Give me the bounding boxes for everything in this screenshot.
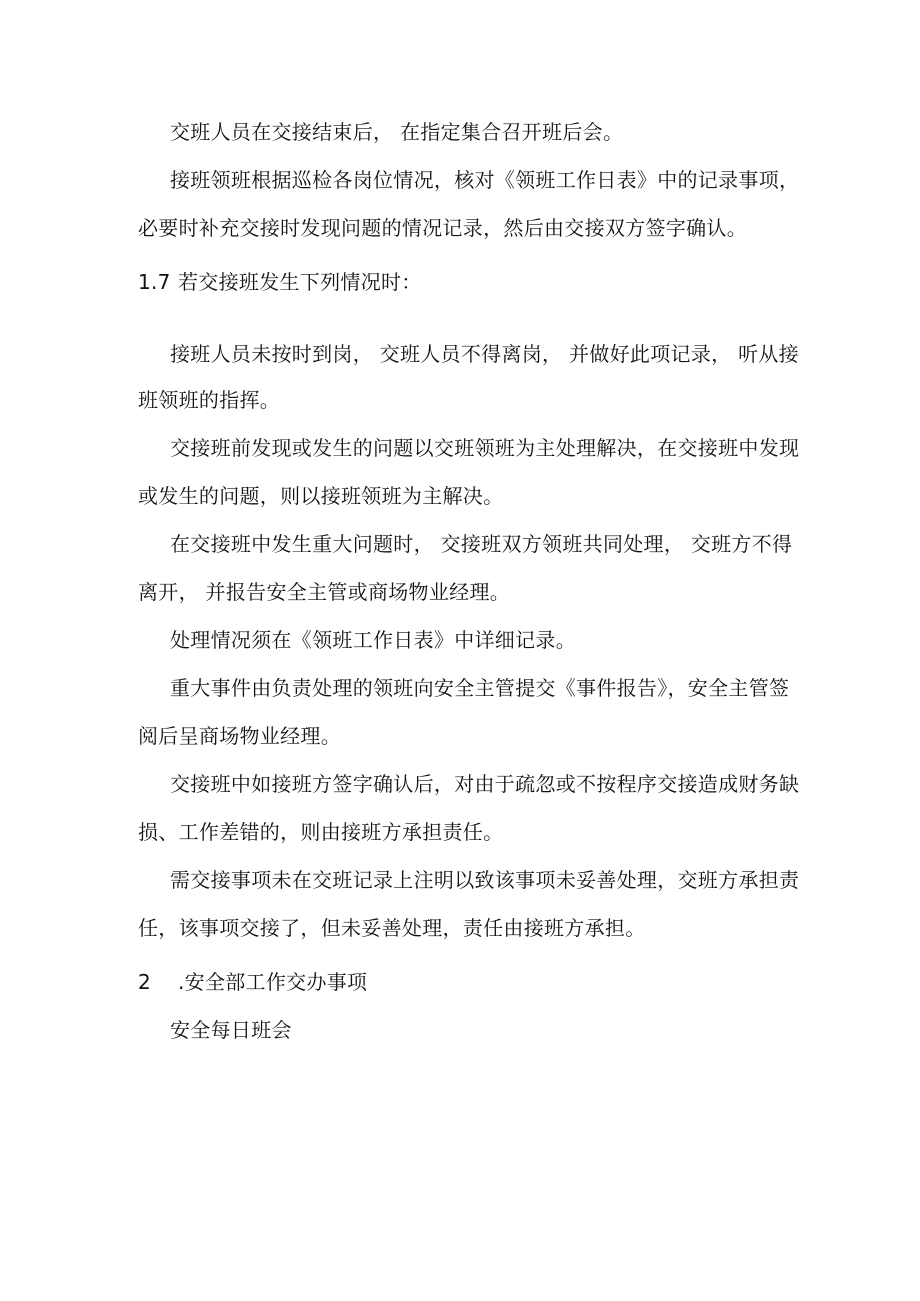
paragraph-late-arrival-line2: 班领班的指挥。 — [138, 388, 281, 412]
paragraph-major-issue-line2: 离开， 并报告安全主管或商场物业经理。 — [138, 580, 511, 604]
paragraph-shift-meeting: 交班人员在交接结束后， 在指定集合召开班后会。 — [170, 120, 624, 144]
paragraph-responsibility-line2: 损、工作差错的，则由接班方承担责任。 — [138, 820, 504, 844]
paragraph-incident-report-line1: 重大事件由负责处理的领班向安全主管提交《事件报告》，安全主管签 — [170, 676, 790, 700]
paragraph-problem-handling-line1: 交接班前发现或发生的问题以交班领班为主处理解决，在交接班中发现 — [170, 436, 800, 460]
section-number: 2 — [138, 970, 152, 994]
paragraph-check-records-line2: 必要时补充交接时发现问题的情况记录，然后由交接双方签字确认。 — [138, 216, 747, 240]
section-heading-1-7 — [138, 268, 422, 296]
section-title: .安全部工作交办事项 — [178, 970, 368, 994]
paragraph-unhandled-items-line1: 需交接事项未在交班记录上注明以致该事项未妥善处理，交班方承担责 — [170, 868, 800, 892]
paragraph-unhandled-items-line2: 任，该事项交接了，但未妥善处理，责任由接班方承担。 — [138, 916, 646, 940]
paragraph-incident-report-line2: 阅后呈商场物业经理。 — [138, 724, 341, 748]
paragraph-major-issue-line1: 在交接班中发生重大问题时， 交接班双方领班共同处理， 交班方不得 — [170, 532, 793, 556]
paragraph-record-details: 处理情况须在《领班工作日表》中详细记录。 — [170, 628, 576, 652]
section-title: 若交接班发生下列情况时： — [178, 270, 422, 294]
section-heading-2 — [138, 968, 367, 996]
paragraph-problem-handling-line2: 或发生的问题，则以接班领班为主解决。 — [138, 484, 504, 508]
paragraph-late-arrival-line1: 接班人员未按时到岗， 交班人员不得离岗， 并做好此项记录， 听从接 — [170, 342, 799, 366]
paragraph-daily-meeting: 安全每日班会 — [170, 1018, 292, 1042]
section-number: 1.7 — [138, 270, 171, 294]
paragraph-responsibility-line1: 交接班中如接班方签字确认后，对由于疏忽或不按程序交接造成财务缺 — [170, 772, 800, 796]
paragraph-check-records-line1: 接班领班根据巡检各岗位情况，核对《领班工作日表》中的记录事项， — [170, 168, 800, 192]
